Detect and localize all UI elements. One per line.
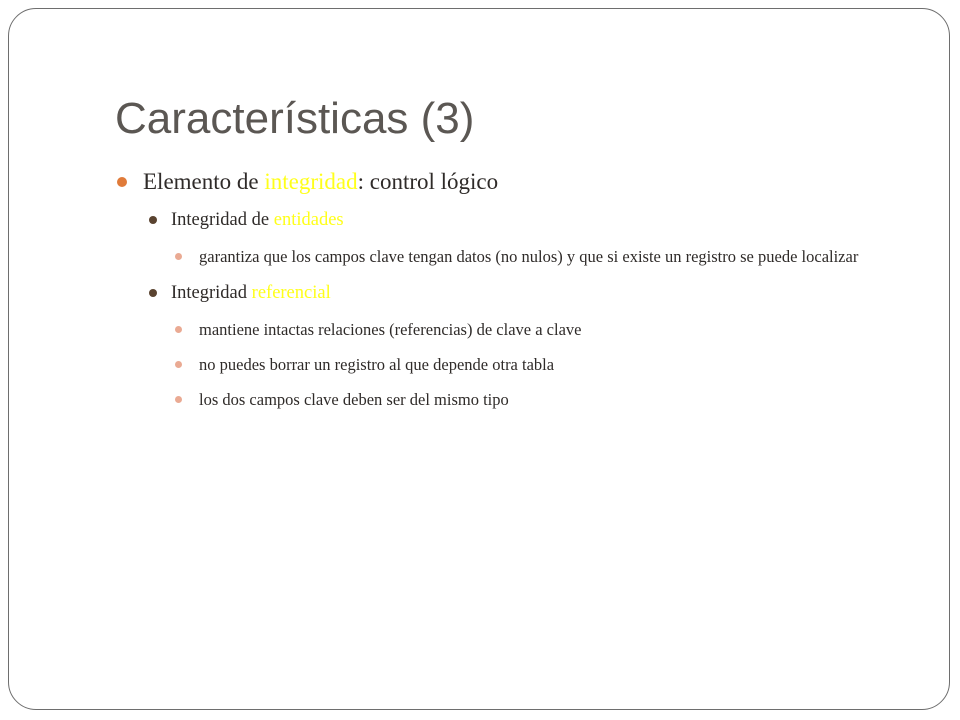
bullet-dot-icon <box>175 361 182 368</box>
bullet-level3-item <box>173 353 905 377</box>
bullet-level3-item <box>173 318 905 342</box>
bullet-text-before: Elemento de <box>143 169 265 194</box>
bullet-text-after: : control lógico <box>357 169 499 194</box>
slide-title: Características (3) <box>115 94 475 143</box>
bullet-level3-item <box>173 245 905 269</box>
slide-frame <box>8 8 950 710</box>
bullet-dot-icon <box>175 253 182 260</box>
bullet-text-before: Integridad de <box>171 210 274 230</box>
bullet-dot-icon <box>149 289 157 297</box>
slide-content <box>115 165 905 423</box>
bullet-dot-icon <box>175 396 182 403</box>
bullet-text-before: Integridad <box>171 283 252 303</box>
bullet-dot-icon <box>117 177 127 187</box>
bullet-text: los dos campos clave deben ser del mismo tipo <box>199 390 509 409</box>
bullet-dot-icon <box>175 326 182 333</box>
bullet-text: no puedes borrar un registro al que depende otra tabla <box>199 355 555 374</box>
bullet-level1-integridad <box>115 165 905 199</box>
highlight-text: entidades <box>273 210 344 230</box>
bullet-level3-item <box>173 388 905 412</box>
bullet-level2-referencial <box>145 280 905 306</box>
bullet-text: mantiene intactas relaciones (referencias) de clave a clave <box>199 320 582 339</box>
bullet-text: garantiza que los campos clave tengan datos (no nulos) y que si existe un registro se puede localizar <box>199 247 859 266</box>
highlight-text: integridad <box>264 169 358 194</box>
bullet-level2-entidades <box>145 207 905 233</box>
highlight-text: referencial <box>251 283 331 303</box>
bullet-dot-icon <box>149 216 157 224</box>
